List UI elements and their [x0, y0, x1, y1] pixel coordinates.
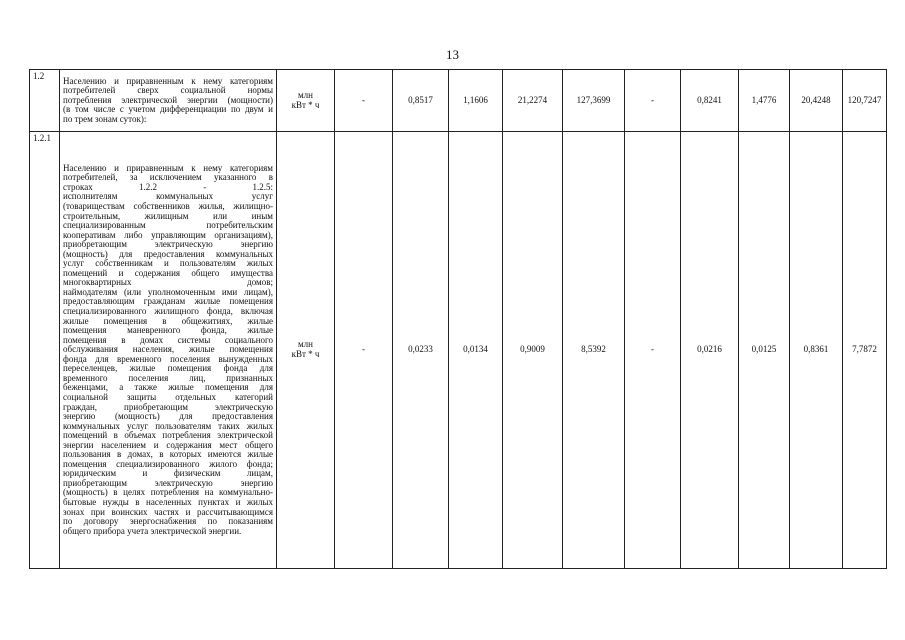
description-line: исполнителям коммунальных услуг: [63, 191, 273, 202]
description-line: предоставляющим гражданам жилые помещения: [63, 296, 273, 307]
description-line: коммунальных услуг пользователям таких жилых: [63, 420, 273, 431]
row-number: 1.2: [30, 70, 60, 132]
description-line: (мощность) в целях потребления на коммунально-: [63, 487, 273, 498]
tariff-table: [29, 69, 887, 569]
page-number: 13: [446, 47, 459, 62]
table-row: [30, 70, 887, 132]
description-line: (в том числе с учетом дифференциации по двум и: [63, 104, 273, 115]
description-line: юридическим и физическим лицам,: [63, 468, 273, 479]
description-line: энергию (мощность) для предоставления: [63, 411, 273, 422]
description-line: кооперативам либо управляющим организациям),: [63, 229, 273, 240]
value-cell: 120,7247: [843, 70, 887, 132]
value-cell: 20,4248: [790, 70, 843, 132]
unit-cell: [277, 70, 335, 132]
value-cell: 7,7872: [843, 132, 887, 569]
description-line: помещения специализированного жилого фонда;: [63, 458, 273, 469]
description-line: пользования в домах, в которых имеются жилые: [63, 449, 273, 460]
description-line: помещений и содержания общего имущества: [63, 267, 273, 278]
row-description: [60, 132, 277, 569]
description-line: (мощность) для предоставления коммунальных: [63, 248, 273, 259]
row-number: 1.2.1: [30, 132, 60, 569]
description-line: бытовые нужды в населенных пунктах и жилых: [63, 496, 273, 507]
description-line: потребителей, за исключением указанного в: [63, 172, 273, 183]
unit-line: млн: [297, 339, 313, 350]
description-line: по договору энергоснабжения по показаниям: [63, 516, 273, 527]
unit-line: кВт * ч: [291, 349, 320, 359]
description-line: приобретающим электрическую энергию: [63, 477, 273, 488]
description-line: помещения в домах системы социального: [63, 334, 273, 345]
description-line: приобретающим электрическую энергию: [63, 239, 273, 250]
description-line: потребления электрической энергии (мощности): [63, 94, 273, 105]
description-line: по трем зонам суток):: [63, 113, 147, 124]
description-line: Населению и приравненным к нему категориям: [63, 75, 273, 86]
description-line: Населению и приравненным к нему категориям: [63, 162, 273, 173]
description-line: строительным, жилищным или иным: [63, 210, 273, 221]
description-line: помещений в объемах потребления электрической: [63, 430, 273, 441]
unit-line: кВт * ч: [291, 99, 320, 110]
value-cell: 0,8241: [681, 70, 739, 132]
description-line: (товариществам собственников жилья, жилищно-: [63, 201, 273, 212]
value-cell: 0,0134: [449, 132, 503, 569]
value-cell: 0,8361: [790, 132, 843, 569]
value-cell: 0,0125: [739, 132, 790, 569]
value-cell: 1,4776: [739, 70, 790, 132]
value-cell: 127,3699: [563, 70, 625, 132]
description-line: специализированного жилищного фонда, включая: [63, 306, 273, 317]
description-line: обслуживания населения, жилые помещения: [63, 344, 273, 355]
description-line: социальной защиты отдельных категорий: [63, 391, 273, 402]
value-cell: 8,5392: [563, 132, 625, 569]
description-line: жилые помещения в общежитиях, жилые: [63, 315, 273, 326]
value-cell: 21,2274: [503, 70, 563, 132]
description-line: строках 1.2.2 - 1.2.5:: [63, 181, 273, 192]
value-cell: 0,9009: [503, 132, 563, 569]
value-cell: 0,0216: [681, 132, 739, 569]
value-cell: -: [335, 70, 393, 132]
value-cell: 1,1606: [449, 70, 503, 132]
unit-line: млн: [297, 89, 313, 100]
row-description: [60, 70, 277, 132]
description-line: энергии населением и содержания мест общего: [63, 439, 273, 450]
description-line: временного поселения лиц, признанных: [63, 372, 273, 383]
description-line: граждан, приобретающим электрическую: [63, 401, 273, 412]
description-line: помещения маневренного фонда, жилые: [63, 325, 273, 336]
description-line: фонда для временного поселения вынужденных: [63, 353, 273, 364]
value-cell: 0,0233: [393, 132, 449, 569]
description-line: специализированным потребительским: [63, 220, 273, 231]
description-line: переселенцев, жилые помещения фонда для: [63, 363, 273, 374]
description-line: наймодателям (или уполномоченным ими лицам),: [63, 286, 273, 297]
value-cell: -: [335, 132, 393, 569]
table-row: [30, 132, 887, 569]
description-line: зонах при воинских частях и рассчитывающимся: [63, 506, 273, 517]
value-cell: -: [625, 132, 681, 569]
unit-cell: [277, 132, 335, 569]
value-cell: 0,8517: [393, 70, 449, 132]
description-line: потребителей сверх социальной нормы: [63, 85, 273, 96]
description-line: беженцами, а также жилые помещения для: [63, 382, 273, 393]
description-line: общего прибора учета электрической энергии.: [63, 525, 242, 536]
value-cell: -: [625, 70, 681, 132]
description-line: услуг собственникам и пользователям жилых: [63, 258, 273, 269]
description-line: многоквартирных домов;: [63, 277, 273, 288]
table-body: [30, 70, 887, 569]
